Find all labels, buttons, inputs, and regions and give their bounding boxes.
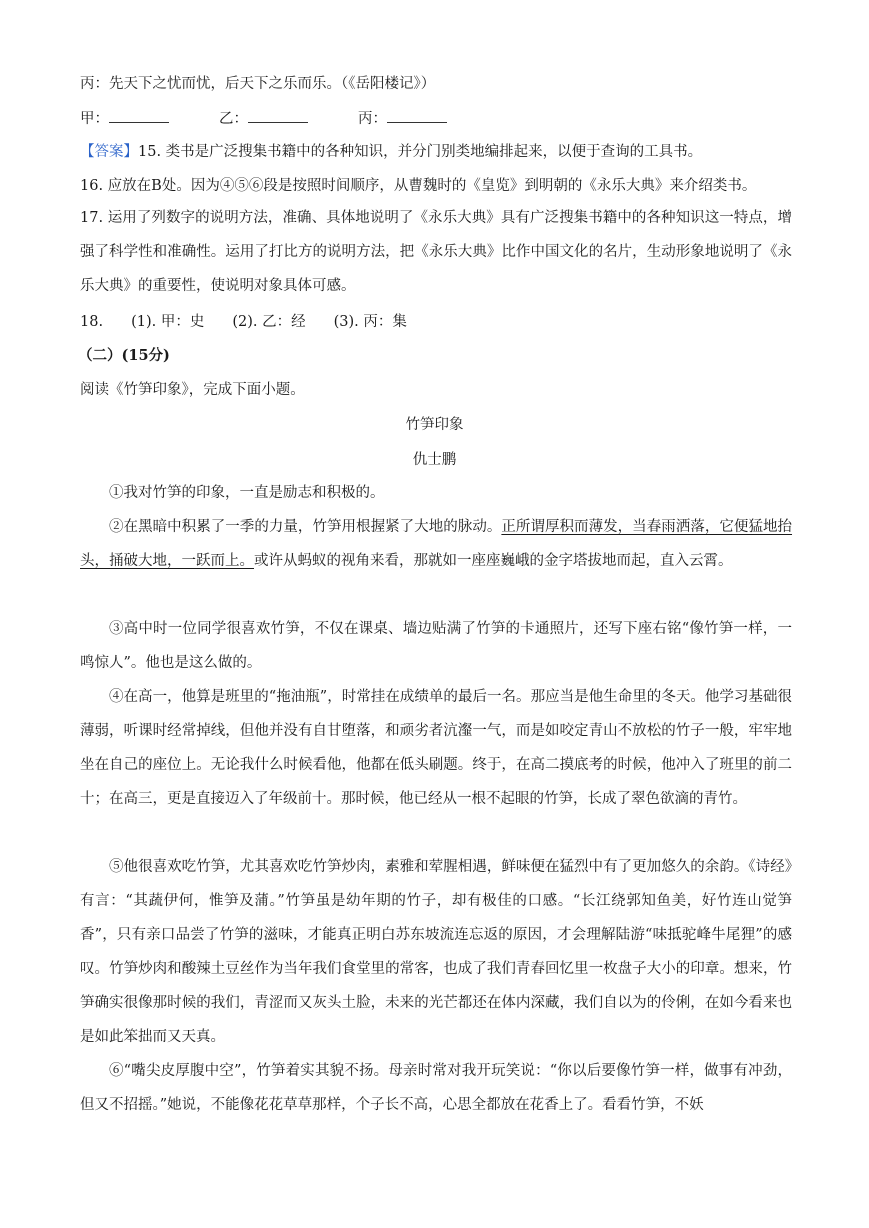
blank-jia: [109, 108, 169, 123]
article-paragraph-6: ⑥“嘴尖皮厚腹中空”，竹笋着实其貌不扬。母亲时常对我开玩笑说：“你以后要像竹笋一样，做事有冲劲，但又不招摇。”她说，不能像花花草草那样，个子长不高，心思全都放在花香上了。看看竹笋，不妖: [80, 1063, 792, 1113]
p2-part-b: 或许从蚂蚁的视角来看，那就如一座座巍峨的金字塔拔地而起，直入云霄。: [254, 553, 733, 569]
section-header: （二）(15分): [78, 347, 170, 364]
article-paragraph-5: ⑤他很喜欢吃竹笋，尤其喜欢吃竹笋炒肉，素雅和荤腥相遇，鲜味便在猛烈中有了更加悠久的余韵。《诗经》有言：“其蔬伊何，惟笋及蒲。”竹笋虽是幼年期的竹子，却有极佳的口感。“长江绕郭知鱼美，好竹连山觉笋香”，只有亲口品尝了竹笋的滋味，才能真正明白苏东坡流连忘返的原因，才会理解陆游“味抵驼峰牛尾狸”的感叹。竹笋炒肉和酸辣土豆丝作为当年我们食堂里的常客，也成了我们青春回忆里一枚盘子大小的印章。想来，竹笋确实很像那时候的我们，青涩而又灰头土脸，未来的光芒都还在体内深藏，我们自以为的伶俐，在如今看来也是如此笨拙而又天真。: [80, 859, 792, 1045]
answer-18-item-1: (1). 甲：史: [131, 314, 205, 330]
answer-15: [80, 142, 702, 162]
answer-18: [80, 312, 407, 332]
blank-label-jia: 甲：: [80, 111, 109, 127]
blank-label-yi: 乙：: [219, 111, 248, 127]
blank-yi: [248, 108, 308, 123]
article-paragraph-2: [80, 510, 792, 578]
p2-underlined-sentence: 正所谓厚积而薄发，当春雨洒落，它便猛地抬头，捅破大地，一跃而上。: [80, 519, 793, 569]
answer-17: 17. 运用了列数字的说明方法，准确、具体地说明了《永乐大典》具有广泛搜集书籍中的各种知识这一特点，增强了科学性和准确性。运用了打比方的说明方法，把《永乐大典》比作中国文化的名片，生动形象地说明了《永乐大典》的重要性，使说明对象具体可感。: [80, 210, 792, 294]
blanks-line: [80, 108, 447, 129]
article-paragraph-3: ③高中时一位同学很喜欢竹笋，不仅在课桌、墙边贴满了竹笋的卡通照片，还写下座右铭“像竹笋一样，一鸣惊人”。他也是这么做的。: [80, 621, 792, 671]
answer-18-item-2: (2). 乙：经: [232, 314, 306, 330]
article-paragraph-4: ④在高一，他算是班里的“拖油瓶”，时常挂在成绩单的最后一名。那应当是他生命里的冬天。他学习基础很薄弱，听课时经常掉线，但他并没有自甘堕落，和顽劣者沆瀣一气，而是如咬定青山不放松的竹子一般，牢牢地坐在自己的座位上。无论我什么时候看他，他都在低头刷题。终于，在高二摸底考的时候，他冲入了班里的前二十；在高三，更是直接迈入了年级前十。那时候，他已经从一根不起眼的竹笋，长成了翠色欲滴的青竹。: [80, 689, 792, 807]
article-title: 竹笋印象: [405, 417, 464, 433]
blank-bing: [387, 108, 447, 123]
answer-18-item-3: (3). 丙：集: [333, 314, 407, 330]
answer-18-num: 18.: [80, 314, 104, 330]
answer-16: 16. 应放在B处。因为④⑤⑥段是按照时间顺序，从曹魏时的《皇览》到明朝的《永乐大典》来介绍类书。: [80, 178, 757, 194]
article-paragraph-1: ①我对竹笋的印象，一直是励志和积极的。: [109, 485, 385, 501]
reading-instruction: 阅读《竹笋印象》，完成下面小题。: [80, 382, 305, 398]
article-author: 仇士鹏: [412, 452, 457, 468]
quote-line-bing: 丙：先天下之忧而忧，后天下之乐而乐。（《岳阳楼记》）: [80, 76, 436, 92]
answer-15-text: 15. 类书是广泛搜集书籍中的各种知识，并分门别类地编排起来，以便于查询的工具书。: [138, 144, 703, 160]
p2-part-a: ②在黑暗中积累了一季的力量，竹笋用根握紧了大地的脉动。: [109, 519, 502, 535]
blank-label-bing: 丙：: [358, 111, 387, 127]
answer-tag: 【答案】: [80, 144, 138, 160]
